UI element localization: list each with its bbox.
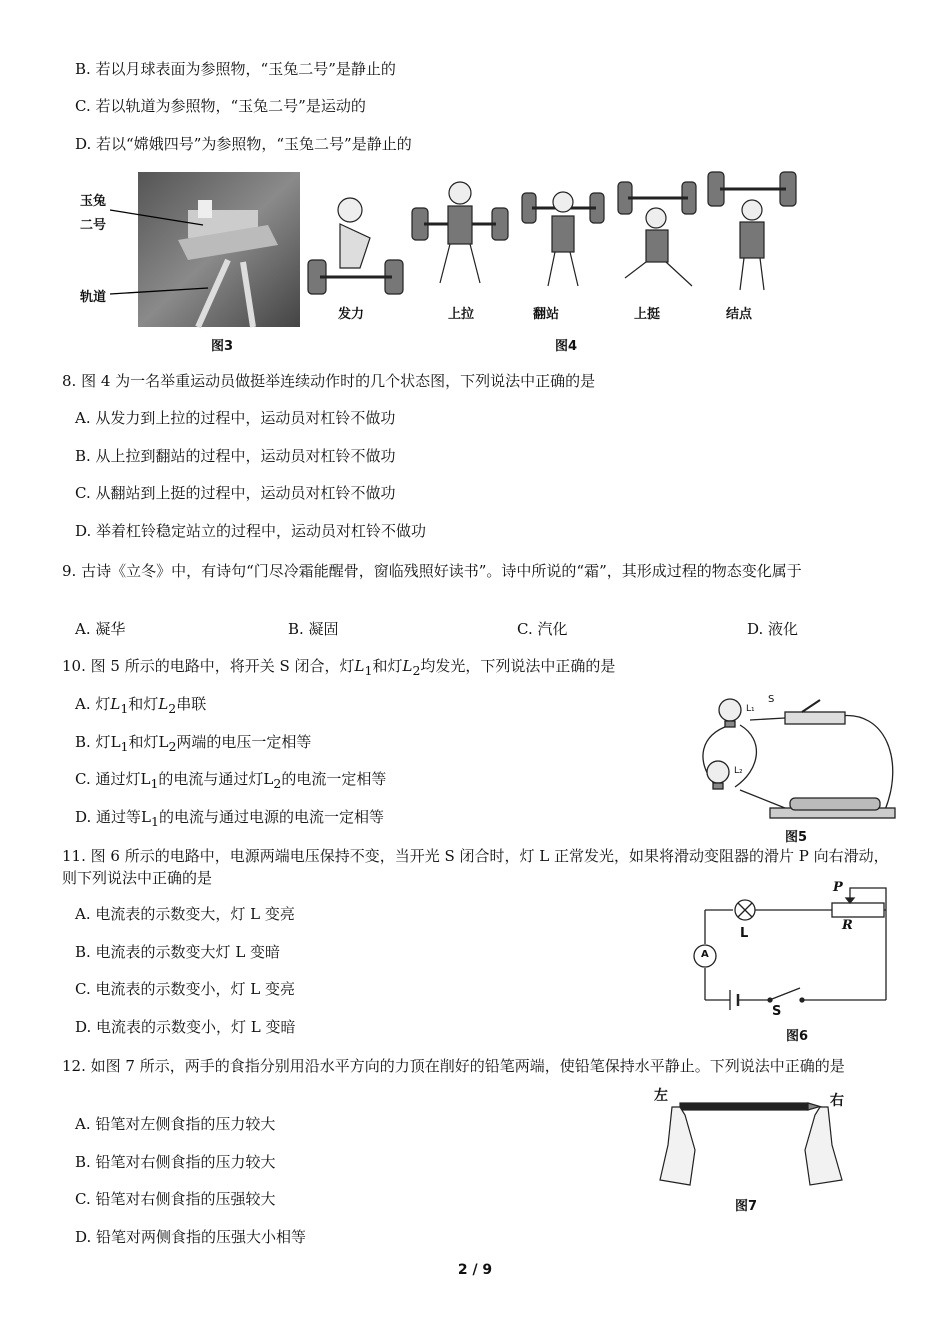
q10-option-d: D. 通过等$L_1$的电流与通过电源的电流一定相等 <box>75 808 384 829</box>
q9-stem: 9. 古诗《立冬》中，有诗句“门尽冷霜能醒骨，窗临残照好读书”。诗中所说的“霜”，其形成过程的物态变化属于 <box>62 562 802 580</box>
fig4-stage-4: 上挺 <box>634 307 661 322</box>
q12-option-b: B. 铅笔对右侧食指的压力较大 <box>75 1153 276 1171</box>
fig4-stage-5: 结点 <box>726 307 753 322</box>
q9-option-d: D. 液化 <box>747 620 799 638</box>
fig4-stage-3: 翻站 <box>533 307 560 322</box>
q8-option-a: A. 从发力到上拉的过程中，运动员对杠铃不做功 <box>75 409 396 427</box>
q8-option-c: C. 从翻站到上挺的过程中，运动员对杠铃不做功 <box>75 484 396 502</box>
page-number: 2 / 9 <box>457 1262 493 1278</box>
fig5-caption: 图5 <box>785 830 808 845</box>
rover-photo <box>78 170 308 355</box>
q11-option-b: B. 电流表的示数变大灯 L 变暗 <box>75 943 281 961</box>
figure-6 <box>690 880 900 1045</box>
figure-3 <box>78 170 308 355</box>
circuit-schematic <box>690 880 900 1020</box>
q10-option-b: B. 灯$L_1$和灯$L_2$两端的电压一定相等 <box>75 733 312 754</box>
q10-option-a: A. 灯$L_1$和灯$L_2$串联 <box>75 695 207 716</box>
q12-option-a: A. 铅笔对左侧食指的压力较大 <box>75 1115 276 1133</box>
q9-option-c: C. 汽化 <box>517 620 568 638</box>
q9-option-a: A. 凝华 <box>75 620 126 638</box>
q9-option-b: B. 凝固 <box>288 620 339 638</box>
fig3-caption: 图3 <box>211 339 234 354</box>
figure-7 <box>650 1085 860 1220</box>
q10-option-c: C. 通过灯$L_1$的电流与通过灯$L_2$的电流一定相等 <box>75 770 387 791</box>
q11-option-a: A. 电流表的示数变大，灯 L 变亮 <box>75 905 295 923</box>
fig5-label-s: S <box>768 694 775 705</box>
fig3-label-rover-2: 二号 <box>80 218 107 233</box>
fig7-label-right: 右 <box>830 1093 844 1109</box>
q8-option-b: B. 从上拉到翻站的过程中，运动员对杠铃不做功 <box>75 447 396 465</box>
q11-stem: 11. 图 6 所示的电路中，电源两端电压保持不变，当开光 S 闭合时，灯 L 正常发光，如果将滑动变阻器的滑片 P 向右滑动，则下列说法中正确的是 <box>62 847 889 887</box>
ammeter-label: A <box>701 949 709 960</box>
fig3-label-track: 轨道 <box>80 290 107 305</box>
fig3-label-rover-1: 玉兔 <box>80 194 107 209</box>
fig4-stage-2: 上拉 <box>448 307 475 322</box>
q8-stem: 8. 图 4 为一名举重运动员做挺举连续动作时的几个状态图，下列说法中正确的是 <box>62 372 596 390</box>
fig6-caption: 图6 <box>786 1029 809 1044</box>
q11-option-d: D. 电流表的示数变小，灯 L 变暗 <box>75 1018 296 1036</box>
fig7-label-left: 左 <box>654 1088 668 1104</box>
q11-option-c: C. 电流表的示数变小，灯 L 变亮 <box>75 980 295 998</box>
circuit-photo-drawing <box>690 690 900 825</box>
figure-5 <box>690 690 900 845</box>
fig7-caption: 图7 <box>735 1199 758 1214</box>
fig5-label-l1: L₁ <box>746 704 755 714</box>
q12-stem: 12. 如图 7 所示，两手的食指分别用沿水平方向的力顶在削好的铅笔两端，使铅笔保持水平静止。下列说法中正确的是 <box>62 1057 845 1075</box>
q7-option-c: C. 若以轨道为参照物，“玉兔二号”是运动的 <box>75 97 366 115</box>
pencil-fingers-drawing <box>650 1085 860 1195</box>
q8-option-d: D. 举着杠铃稳定站立的过程中，运动员对杠铃不做功 <box>75 522 427 540</box>
q10-stem: 10. 图 5 所示的电路中，将开关 S 闭合，灯$L_1$和灯$L_2$均发光，下列说法中正确的是 <box>62 657 616 678</box>
rheostat-label: R <box>842 918 853 933</box>
fig5-label-l2: L₂ <box>734 766 743 776</box>
q7-option-b: B. 若以月球表面为参照物，“玉兔二号”是静止的 <box>75 60 396 78</box>
lamp-label: L <box>740 926 749 941</box>
q12-option-c: C. 铅笔对右侧食指的压强较大 <box>75 1190 276 1208</box>
fig4-stage-1: 发力 <box>338 307 365 322</box>
figure-4 <box>300 168 810 358</box>
q7-option-d: D. 若以“嫦娥四号”为参照物，“玉兔二号”是静止的 <box>75 135 412 153</box>
q12-option-d: D. 铅笔对两侧食指的压强大小相等 <box>75 1228 307 1246</box>
weightlifter-drawings <box>300 168 810 298</box>
slider-label: P <box>833 880 843 895</box>
fig4-caption: 图4 <box>555 339 578 354</box>
switch-label: S <box>772 1004 782 1019</box>
